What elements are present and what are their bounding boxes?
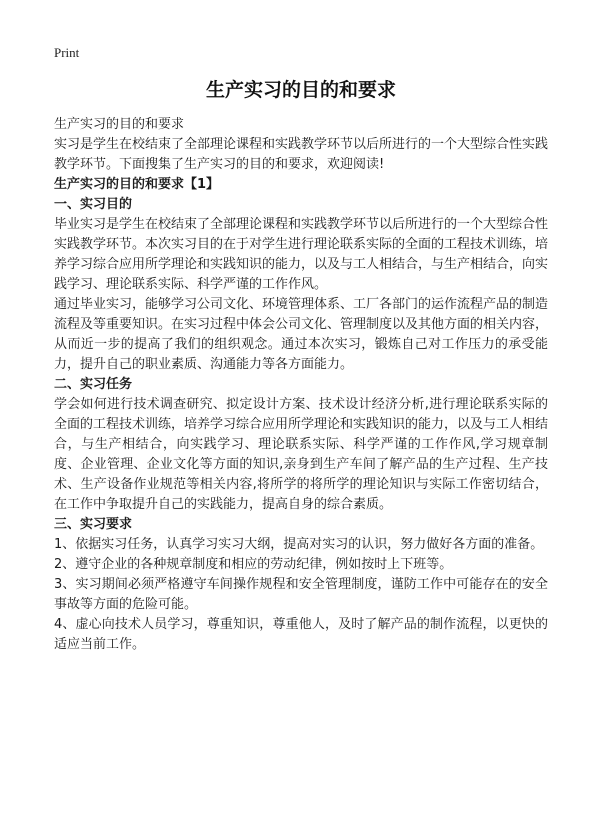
requirement-item-2: 2、遵守企业的各种规章制度和相应的劳动纪律，例如按时上下班等。 bbox=[54, 557, 453, 572]
section-heading-requirements: 三、实习要求 bbox=[54, 517, 133, 532]
page-title: 生产实习的目的和要求 bbox=[205, 79, 396, 101]
document-subtitle: 生产实习的目的和要求 bbox=[54, 117, 185, 132]
purpose-paragraph-2: 通过毕业实习，能够学习公司文化、环境管理体系、工厂各部门的运作流程产品的制造流程及等重要知识。在实习过程中体会公司文化、管理制度以及其他方面的相关内容，从而近一步的提高了我们的组织观念。通过本次实习，锻炼自己对工作压力的承受能力，提升自己的职业素质、沟通能力等各方面能力。 bbox=[54, 297, 549, 372]
section-heading-tasks: 二、实习任务 bbox=[54, 377, 133, 392]
print-link[interactable]: Print bbox=[54, 45, 80, 60]
purpose-paragraph-1: 毕业实习是学生在校结束了全部理论课程和实践教学环节以后所进行的一个大型综合性实践教学环节。本次实习目的在于对学生进行理论联系实际的全面的工程技术训练，培养学习综合应用所学理论和实践知识的能力，以及与工人相结合，与生产相结合，向实践学习、理论联系实际、科学严谨的工作作风。 bbox=[54, 217, 549, 292]
block-heading: 生产实习的目的和要求【1】 bbox=[54, 177, 220, 192]
requirement-item-1: 1、依据实习任务，认真学习实习大纲，提高对实习的认识，努力做好各方面的准备。 bbox=[54, 537, 544, 552]
requirement-item-3: 3、实习期间必须严格遵守车间操作规程和安全管理制度，谨防工作中可能存在的安全事故等方面的危险可能。 bbox=[54, 577, 548, 612]
requirement-item-4: 4、虚心向技术人员学习，尊重知识，尊重他人，及时了解产品的制作流程，以更快的适应当前工作。 bbox=[54, 617, 548, 652]
tasks-paragraph: 学会如何进行技术调查研究、拟定设计方案、技术设计经济分析,进行理论联系实际的全面的工程技术训练，培养学习综合应用所学理论和实践知识的能力，以及与工人相结合，与生产相结合，向实践学习、理论联系实际、科学严谨的工作作风,学习规章制度、企业管理、企业文化等方面的知识,亲身到生产车间了解产品的生产过程、生产技术、生产设备作业规范等相关内容,将所学的将所学的理论知识与实际工作密切结合，在工作中争取提升自己的实践能力，提高自身的综合素质。 bbox=[54, 397, 549, 512]
section-heading-purpose: 一、实习目的 bbox=[54, 197, 133, 212]
intro-paragraph: 实习是学生在校结束了全部理论课程和实践教学环节以后所进行的一个大型综合性实践教学环节。下面搜集了生产实习的目的和要求，欢迎阅读! bbox=[54, 137, 549, 172]
